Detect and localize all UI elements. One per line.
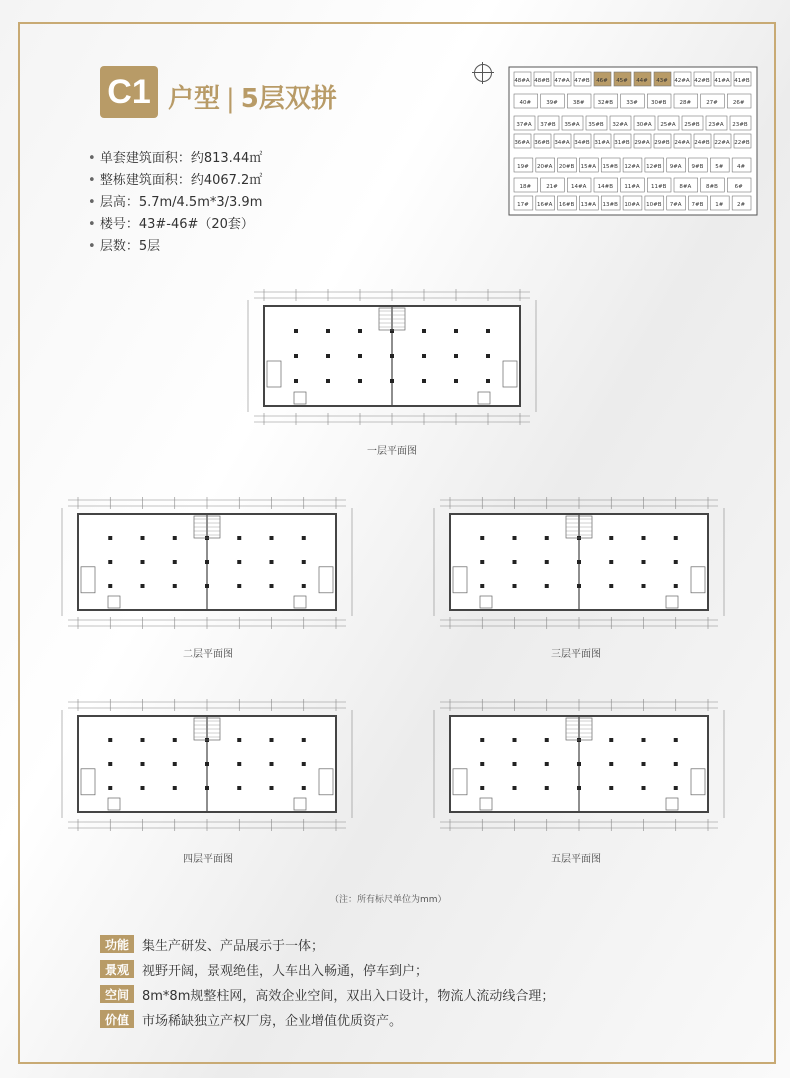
column (545, 762, 549, 766)
column (545, 738, 549, 742)
column (642, 762, 646, 766)
site-lot-label: 8#A (679, 184, 692, 190)
site-lot-label: 10#A (624, 202, 640, 208)
column (642, 536, 646, 540)
column (513, 584, 517, 588)
site-lot-label: 47#B (574, 78, 590, 84)
site-lot-label: 34#A (554, 140, 570, 146)
site-lot-label: 37#A (516, 122, 532, 128)
column (205, 762, 209, 766)
site-lot-label: 10#B (646, 202, 662, 208)
site-lot-label: 23#A (708, 122, 724, 128)
column (513, 560, 517, 564)
column (513, 786, 517, 790)
column (173, 762, 177, 766)
column (294, 354, 298, 358)
column (480, 536, 484, 540)
site-lot-label: 16#A (537, 202, 553, 208)
column (173, 560, 177, 564)
column (237, 786, 241, 790)
feature-landscape (100, 957, 554, 981)
site-lot-label: 14#B (597, 184, 614, 190)
site-lot-label: 25#B (684, 122, 700, 128)
column (609, 738, 613, 742)
spec-building-numbers: • 楼号：43#-46#（20套） (88, 214, 262, 236)
feature-tag: 景观 (100, 960, 134, 978)
page-title (168, 78, 337, 115)
site-lot-label: 19# (517, 164, 529, 170)
site-lot-label: 36#B (534, 140, 550, 146)
column (141, 584, 145, 588)
site-lot-label: 45# (616, 78, 628, 84)
north-compass-icon (474, 64, 492, 82)
column (480, 560, 484, 564)
spec-list (88, 148, 262, 258)
spec-floor-count: • 层数：5层 (88, 236, 262, 258)
column (358, 329, 362, 333)
site-lot-label: 12#B (646, 164, 662, 170)
site-lot-label: 21# (546, 184, 558, 190)
column (141, 536, 145, 540)
column (270, 584, 274, 588)
site-lot-label: 25#A (660, 122, 676, 128)
site-lot-label: 46# (596, 78, 608, 84)
column (422, 379, 426, 383)
column (674, 738, 678, 742)
site-lot-label: 23#B (732, 122, 748, 128)
floor4-label: 四层平面图 (183, 854, 233, 865)
column (642, 560, 646, 564)
column (302, 762, 306, 766)
feature-text: 集生产研发、产品展示于一体； (142, 938, 325, 954)
column (454, 329, 458, 333)
title-part1: 户型 (168, 84, 221, 114)
site-lot-label: 31#A (594, 140, 610, 146)
site-lot-label: 30#B (650, 100, 667, 106)
site-lot-label: 20#A (537, 164, 553, 170)
site-lot-label: 41#B (734, 78, 750, 84)
column (545, 584, 549, 588)
column (642, 786, 646, 790)
site-lot-label: 7#B (691, 202, 704, 208)
column (237, 762, 241, 766)
site-lot-label: 1# (715, 202, 724, 208)
column (141, 786, 145, 790)
site-lot-label: 9#B (691, 164, 704, 170)
column (108, 584, 112, 588)
site-lot-label: 18# (519, 184, 532, 190)
column (545, 560, 549, 564)
site-lot-label: 4# (737, 164, 746, 170)
unit-type-badge: C1 (100, 66, 158, 118)
site-lot-label: 24#A (674, 140, 690, 146)
site-lot-label: 29#B (654, 140, 670, 146)
column (577, 786, 581, 790)
feature-text: 8m*8m规整柱网，高效企业空间，双出入口设计，物流人流动线合理； (142, 988, 555, 1004)
column (108, 786, 112, 790)
feature-function (100, 932, 554, 956)
column (270, 786, 274, 790)
floor2-plan (44, 486, 369, 636)
column (237, 738, 241, 742)
column (513, 738, 517, 742)
column (674, 762, 678, 766)
title-part2: 5层双拼 (240, 84, 337, 114)
site-lot-label: 9#A (669, 164, 682, 170)
site-lot-label: 24#B (694, 140, 710, 146)
site-lot-label: 32#A (612, 122, 628, 128)
site-lot-label: 34#B (574, 140, 590, 146)
column (237, 584, 241, 588)
column (480, 762, 484, 766)
column (108, 762, 112, 766)
site-lot-label: 26# (732, 100, 745, 106)
site-lot-label: 38# (572, 100, 585, 106)
column (302, 560, 306, 564)
site-lot-label: 42#B (694, 78, 710, 84)
column (294, 379, 298, 383)
site-lot-label: 16#B (558, 202, 575, 208)
column (480, 738, 484, 742)
site-lot-label: 47#A (554, 78, 570, 84)
column (173, 786, 177, 790)
column (141, 560, 145, 564)
site-lot-label: 40# (519, 100, 532, 106)
site-lot-label: 15#A (580, 164, 597, 170)
site-lot-label: 27# (706, 100, 718, 106)
site-lot-label: 22#B (734, 140, 750, 146)
spec-building-area: • 整栋建筑面积：约4067.2㎡ (88, 170, 262, 192)
column (141, 762, 145, 766)
site-lot-label: 35#A (564, 122, 580, 128)
site-lot-label: 41#A (714, 78, 730, 84)
column (358, 354, 362, 358)
column (577, 584, 581, 588)
feature-text: 视野开阔，景观绝佳，人车出入畅通，停车到户； (142, 963, 429, 979)
spec-floor-height: • 层高：5.7m/4.5m*3/3.9m (88, 192, 262, 214)
column (609, 762, 613, 766)
site-lot-label: 12#A (624, 164, 640, 170)
floor5-plan (416, 688, 741, 838)
feature-tag: 价值 (100, 1010, 134, 1028)
column (577, 560, 581, 564)
column (205, 584, 209, 588)
site-map (508, 66, 758, 216)
column (390, 329, 394, 333)
column (326, 354, 330, 358)
site-lot-label: 42#A (674, 78, 690, 84)
site-lot-label: 48#A (514, 78, 530, 84)
column (302, 738, 306, 742)
column (513, 762, 517, 766)
column (480, 584, 484, 588)
column (674, 560, 678, 564)
floor5-label: 五层平面图 (551, 854, 601, 865)
column (205, 786, 209, 790)
column (173, 536, 177, 540)
site-lot-label: 5# (715, 164, 724, 170)
column (108, 560, 112, 564)
feature-tag: 功能 (100, 935, 134, 953)
column (108, 738, 112, 742)
column (141, 738, 145, 742)
column (486, 354, 490, 358)
site-lot-label: 14#A (570, 184, 587, 190)
floor3-label: 三层平面图 (551, 649, 601, 660)
feature-tag: 空间 (100, 985, 134, 1003)
column (294, 329, 298, 333)
site-lot-label: 15#B (602, 164, 618, 170)
column (674, 584, 678, 588)
floor4-plan (44, 688, 369, 838)
column (545, 536, 549, 540)
column (302, 786, 306, 790)
site-lot-label: 28# (679, 100, 692, 106)
column (609, 786, 613, 790)
site-lot-label: 11#A (624, 184, 640, 190)
floor3-plan (416, 486, 741, 636)
column (270, 536, 274, 540)
feature-text: 市场稀缺独立产权厂房，企业增值优质资产。 (142, 1013, 403, 1029)
feature-value (100, 1007, 554, 1031)
column (108, 536, 112, 540)
site-lot-label: 33# (626, 100, 638, 106)
site-lot-label: 30#A (636, 122, 652, 128)
title-separator: | (226, 84, 235, 114)
site-lot-label: 22#A (714, 140, 730, 146)
column (545, 786, 549, 790)
column (486, 329, 490, 333)
column (173, 584, 177, 588)
column (609, 584, 613, 588)
site-lot-label: 48#B (534, 78, 550, 84)
column (642, 738, 646, 742)
site-lot-label: 2# (737, 202, 746, 208)
column (270, 560, 274, 564)
site-lot-label: 39# (546, 100, 558, 106)
column (270, 738, 274, 742)
column (609, 560, 613, 564)
feature-space (100, 982, 554, 1006)
column (454, 379, 458, 383)
column (577, 762, 581, 766)
column (674, 536, 678, 540)
spec-unit-area: • 单套建筑面积：约813.44㎡ (88, 148, 262, 170)
column (270, 762, 274, 766)
site-lot-label: 31#B (614, 140, 630, 146)
site-lot-label: 8#B (706, 184, 718, 190)
floor1-plan (230, 282, 550, 432)
column (609, 536, 613, 540)
site-lot-label: 37#B (540, 122, 556, 128)
units-note: （注：所有标尺单位为mm） (330, 895, 447, 905)
column (674, 786, 678, 790)
floor1-label: 一层平面图 (367, 446, 417, 457)
column (326, 379, 330, 383)
site-lot-label: 43# (656, 78, 668, 84)
site-lot-label: 11#B (650, 184, 667, 190)
column (422, 329, 426, 333)
column (454, 354, 458, 358)
site-lot-label: 44# (636, 78, 648, 84)
column (390, 379, 394, 383)
site-lot-label: 35#B (588, 122, 604, 128)
column (480, 786, 484, 790)
column (173, 738, 177, 742)
column (302, 584, 306, 588)
column (422, 354, 426, 358)
site-lot-label: 20#B (558, 164, 575, 170)
column (237, 536, 241, 540)
column (486, 379, 490, 383)
site-lot-label: 13#A (580, 202, 597, 208)
column (390, 354, 394, 358)
site-lot-label: 17# (517, 202, 529, 208)
column (205, 560, 209, 564)
site-lot-label: 32#B (597, 100, 614, 106)
site-lot-label: 7#A (669, 202, 682, 208)
site-lot-label: 36#A (514, 140, 530, 146)
site-lot-label: 13#B (602, 202, 618, 208)
column (302, 536, 306, 540)
site-lot-label: 6# (734, 184, 743, 190)
column (642, 584, 646, 588)
column (513, 536, 517, 540)
feature-list (100, 932, 554, 1032)
column (358, 379, 362, 383)
column (326, 329, 330, 333)
site-lot-label: 29#A (634, 140, 650, 146)
floor2-label: 二层平面图 (183, 649, 233, 660)
column (237, 560, 241, 564)
